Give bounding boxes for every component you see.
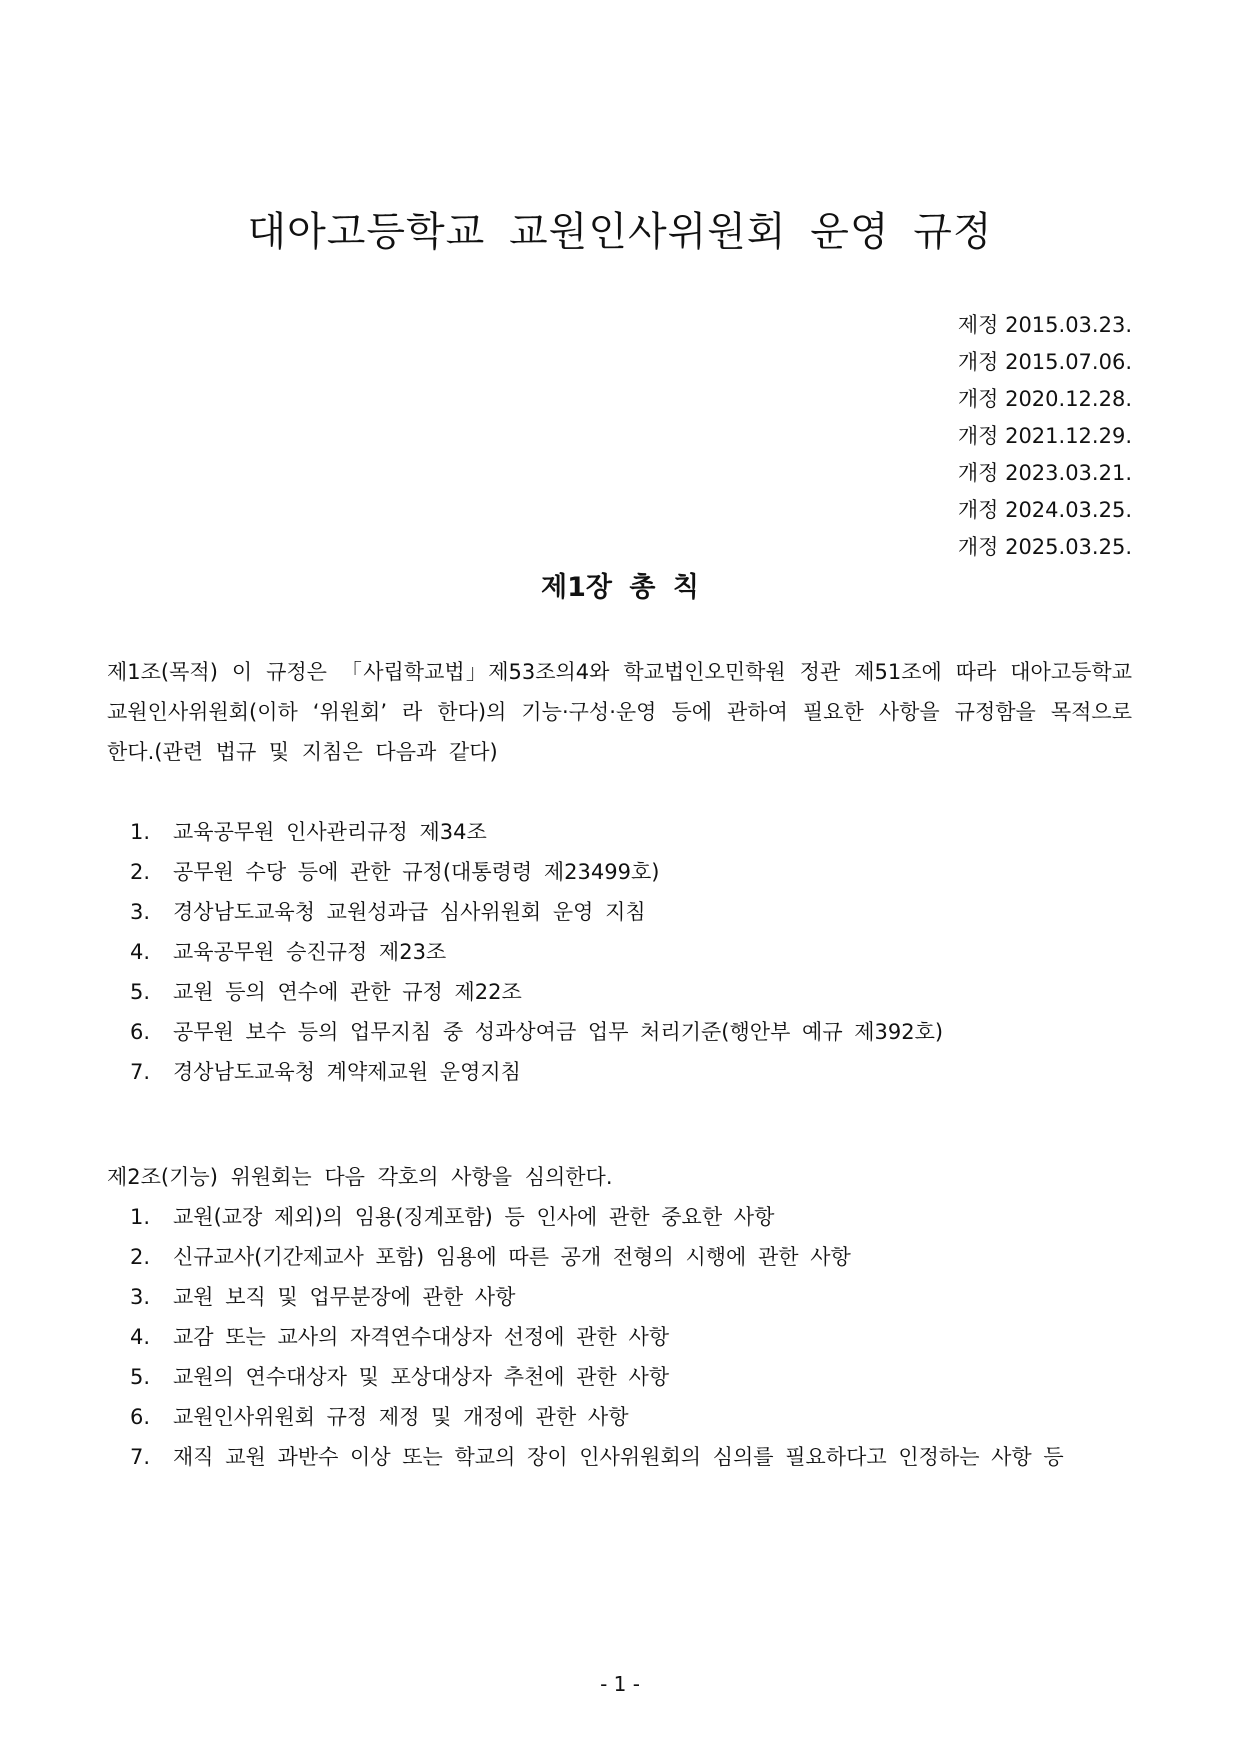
- list-item: [107, 1357, 1132, 1397]
- revision-type: 제정: [957, 313, 999, 337]
- revision-date: 2025.03.25.: [1005, 535, 1132, 559]
- item-text: 교원(교장 제외)의 임용(징계포함) 등 인사에 관한 중요한 사항: [173, 1205, 775, 1229]
- item-text: 교원 보직 및 업무분장에 관한 사항: [173, 1285, 516, 1309]
- revision-date: 2015.03.23.: [1005, 313, 1132, 337]
- article-2: [107, 1157, 1132, 1477]
- item-number: 2.: [130, 1245, 151, 1269]
- item-number: 2.: [130, 860, 151, 884]
- revision-history: [958, 307, 1132, 566]
- page-number: - 1 -: [600, 1672, 640, 1696]
- item-number: 6.: [130, 1405, 151, 1429]
- revision-type: 개정: [957, 498, 999, 522]
- list-item: [107, 932, 1132, 972]
- list-item: [107, 812, 1132, 852]
- item-number: 5.: [130, 980, 151, 1004]
- revision-entry: [958, 381, 1132, 418]
- item-number: 3.: [130, 900, 151, 924]
- list-item: [107, 1277, 1132, 1317]
- item-text: 교감 또는 교사의 자격연수대상자 선정에 관한 사항: [173, 1325, 670, 1349]
- list-item: [107, 1197, 1132, 1237]
- item-text: 교원의 연수대상자 및 포상대상자 추천에 관한 사항: [173, 1365, 670, 1389]
- item-text: 공무원 수당 등에 관한 규정(대통령령 제23499호): [173, 860, 660, 884]
- revision-entry: [958, 418, 1132, 455]
- item-text: 교원인사위원회 규정 제정 및 개정에 관한 사항: [173, 1405, 629, 1429]
- item-text: 신규교사(기간제교사 포함) 임용에 따른 공개 전형의 시행에 관한 사항: [173, 1245, 851, 1269]
- list-item: [107, 1052, 1132, 1092]
- list-item: [107, 1437, 1132, 1477]
- list-item: [107, 1012, 1132, 1052]
- item-number: 7.: [130, 1060, 151, 1084]
- item-number: 3.: [130, 1285, 151, 1309]
- article-1-reference-list: [107, 812, 1132, 1092]
- list-item: [107, 1317, 1132, 1357]
- item-number: 1.: [130, 820, 151, 844]
- revision-type: 개정: [957, 387, 999, 411]
- item-number: 4.: [130, 1325, 151, 1349]
- item-text: 재직 교원 과반수 이상 또는 학교의 장이 인사위원회의 심의를 필요하다고 인정하는 사항 등: [173, 1445, 1064, 1469]
- revision-type: 개정: [957, 350, 999, 374]
- item-number: 5.: [130, 1365, 151, 1389]
- list-item: [107, 972, 1132, 1012]
- item-number: 6.: [130, 1020, 151, 1044]
- item-text: 경상남도교육청 교원성과급 심사위원회 운영 지침: [173, 900, 646, 924]
- revision-entry: [958, 529, 1132, 566]
- item-number: 7.: [130, 1445, 151, 1469]
- revision-date: 2024.03.25.: [1005, 498, 1132, 522]
- article-2-function-list: [107, 1197, 1132, 1477]
- revision-date: 2023.03.21.: [1005, 461, 1132, 485]
- item-text: 교원 등의 연수에 관한 규정 제22조: [173, 980, 522, 1004]
- list-item: [107, 1237, 1132, 1277]
- revision-date: 2020.12.28.: [1005, 387, 1132, 411]
- article-1: [107, 652, 1132, 772]
- revision-entry: [958, 492, 1132, 529]
- item-number: 1.: [130, 1205, 151, 1229]
- article-1-text: 제1조(목적) 이 규정은 「사립학교법」제53조의4와 학교법인오민학원 정관 제51조에 따라 대아고등학교 교원인사위원회(이하 ‘위원회’ 라 한다)의 기능·구성·운영 등에 관하여 필요한 사항을 규정함을 목적으로 한다.(관련 법규 및 지침은 다음과 같다): [107, 660, 1132, 764]
- revision-type: 개정: [957, 424, 999, 448]
- revision-date: 2021.12.29.: [1005, 424, 1132, 448]
- revision-type: 개정: [957, 535, 999, 559]
- item-text: 교육공무원 인사관리규정 제34조: [173, 820, 487, 844]
- item-text: 교육공무원 승진규정 제23조: [173, 940, 447, 964]
- article-2-text: 제2조(기능) 위원회는 다음 각호의 사항을 심의한다.: [107, 1165, 613, 1189]
- item-text: 경상남도교육청 계약제교원 운영지침: [173, 1060, 521, 1084]
- revision-date: 2015.07.06.: [1005, 350, 1132, 374]
- revision-entry: [958, 307, 1132, 344]
- revision-entry: [958, 455, 1132, 492]
- chapter-heading: 제1장 총 칙: [541, 572, 699, 603]
- item-text: 공무원 보수 등의 업무지침 중 성과상여금 업무 처리기준(행안부 예규 제392호): [173, 1020, 944, 1044]
- revision-entry: [958, 344, 1132, 381]
- document-title: 대아고등학교 교원인사위원회 운영 규정: [247, 209, 993, 255]
- list-item: [107, 892, 1132, 932]
- list-item: [107, 1397, 1132, 1437]
- list-item: [107, 852, 1132, 892]
- item-number: 4.: [130, 940, 151, 964]
- revision-type: 개정: [957, 461, 999, 485]
